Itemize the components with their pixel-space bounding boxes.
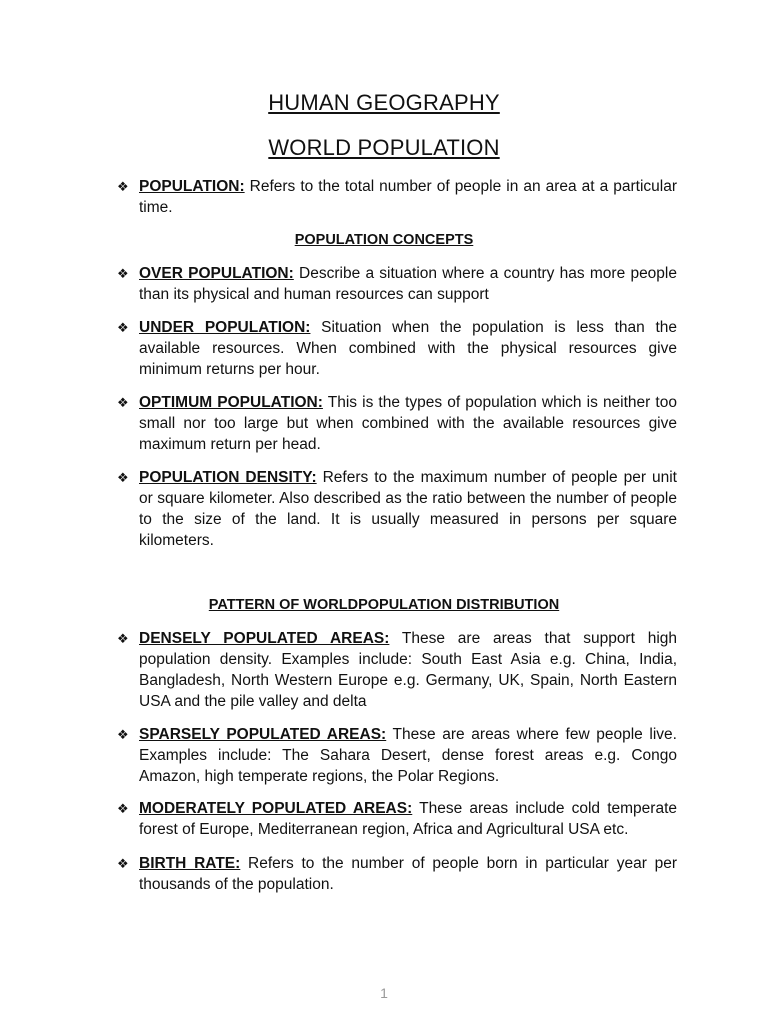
diamond-bullet-icon: ❖ [117, 179, 129, 194]
definition-item [117, 392, 677, 455]
definition-text: These are areas that support high population density. Examples include: South East Asia e.g. China, India, Bangladesh, North Western Europe e.g. Germany, UK, Spain, North Eastern USA and the pile valley and delta [139, 630, 678, 710]
definition-term: OPTIMUM POPULATION: [139, 394, 323, 411]
definition-term: OVER POPULATION: [139, 265, 294, 282]
diamond-bullet-icon: ❖ [117, 801, 129, 816]
definition-term: POPULATION: [139, 178, 245, 195]
definition-term: SPARSELY POPULATED AREAS: [139, 726, 387, 743]
definition-term: DENSELY POPULATED AREAS: [139, 630, 390, 647]
definition-term: MODERATELY POPULATED AREAS: [139, 800, 413, 817]
definition-text: This is the types of population which is neither too small nor too large but when combined with the available resources give maximum return per head. [139, 394, 677, 453]
definition-term: UNDER POPULATION: [139, 319, 311, 336]
definition-text: Refers to the number of people born in particular year per thousands of the population. [139, 855, 677, 893]
definition-term: BIRTH RATE: [139, 855, 241, 872]
definition-item [117, 724, 677, 787]
definition-text: Refers to the total number of people in an area at a particular time. [139, 178, 677, 216]
definition-text: Refers to the maximum number of people per unit or square kilometer. Also described as the ratio between the number of people to the size of the land. It is usually measured in persons per square kilometers. [139, 469, 677, 549]
diamond-bullet-icon: ❖ [117, 320, 129, 335]
diamond-bullet-icon: ❖ [117, 856, 129, 871]
definition-item [117, 317, 677, 380]
definition-item [117, 853, 677, 895]
definition-text: These areas include cold temperate forest of Europe, Mediterranean region, Africa and Agricultural USA etc. [139, 800, 677, 838]
document-subtitle: WORLD POPULATION [268, 135, 500, 160]
section-heading-pattern: PATTERN OF WORLDPOPULATION DISTRIBUTION [208, 597, 560, 613]
definition-item [117, 798, 677, 840]
definition-item [117, 467, 677, 551]
diamond-bullet-icon: ❖ [117, 727, 129, 742]
definition-term: POPULATION DENSITY: [139, 469, 317, 486]
definition-item [117, 263, 677, 305]
diamond-bullet-icon: ❖ [117, 631, 129, 646]
definition-text: These are areas where few people live. Examples include: The Sahara Desert, dense forest areas e.g. Congo Amazon, high temperate regions, the Polar Regions. [139, 726, 677, 785]
diamond-bullet-icon: ❖ [117, 395, 129, 410]
diamond-bullet-icon: ❖ [117, 266, 129, 281]
section-heading-concepts: POPULATION CONCEPTS [294, 232, 474, 248]
diamond-bullet-icon: ❖ [117, 470, 129, 485]
definition-text: Describe a situation where a country has more people than its physical and human resources can support [139, 265, 677, 303]
page-number: 1 [380, 985, 388, 1001]
definition-text: Situation when the population is less than the available resources. When combined with the physical resources give minimum returns per hour. [139, 319, 678, 378]
definition-item [117, 176, 677, 218]
document-title: HUMAN GEOGRAPHY [268, 90, 500, 115]
definition-item [117, 628, 677, 712]
